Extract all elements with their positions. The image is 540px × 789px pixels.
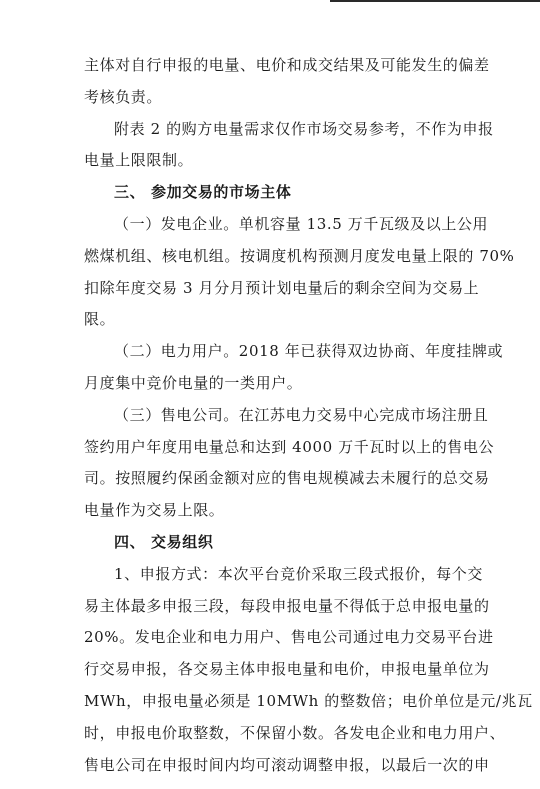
section-heading: 三、 参加交易的市场主体 bbox=[114, 183, 292, 202]
paragraph-line: 附表 2 的购方电量需求仅作市场交易参考，不作为申报 bbox=[114, 119, 494, 138]
paragraph-line: 电量上限限制。 bbox=[84, 151, 194, 170]
paragraph-line: 时，申报电价取整数，不保留小数。各发电企业和电力用户、 bbox=[84, 723, 506, 742]
paragraph-line: （一）发电企业。单机容量 13.5 万千瓦级及以上公用 bbox=[114, 214, 489, 233]
document-page bbox=[84, 56, 533, 789]
paragraph-line: 燃煤机组、核电机组。按调度机构预测月度发电量上限的 70% bbox=[84, 246, 515, 265]
paragraph-line: 限。 bbox=[84, 310, 116, 329]
section-heading: 四、 交易组织 bbox=[114, 532, 214, 551]
paragraph-line: 司。按照履约保函金额对应的售电规模减去未履行的总交易 bbox=[84, 469, 490, 488]
paragraph-line: 月度集中竞价电量的一类用户。 bbox=[84, 373, 303, 392]
paragraph-line: 电量作为交易上限。 bbox=[84, 501, 225, 520]
paragraph-line: MWh，申报电量必须是 10MWh 的整数倍；电价单位是元/兆瓦 bbox=[84, 691, 533, 710]
page-top-rule bbox=[330, 0, 540, 2]
paragraph-line: 易主体最多申报三段，每段申报电量不得低于总申报电量的 bbox=[84, 596, 490, 615]
paragraph-line: 20%。发电企业和电力用户、售电公司通过电力交易平台进 bbox=[84, 628, 494, 647]
paragraph-line: 主体对自行申报的电量、电价和成交结果及可能发生的偏差 bbox=[84, 56, 490, 74]
paragraph-line: 扣除年度交易 3 月分月预计划电量后的剩余空间为交易上 bbox=[84, 278, 480, 297]
paragraph-line: 1、申报方式：本次平台竞价采取三段式报价，每个交 bbox=[114, 564, 483, 583]
paragraph-line: 签约用户年度用电量总和达到 4000 万千瓦时以上的售电公 bbox=[84, 437, 495, 456]
paragraph-line: 行交易申报，各交易主体申报电量和电价，申报电量单位为 bbox=[84, 660, 490, 679]
paragraph-line: （三）售电公司。在江苏电力交易中心完成市场注册且 bbox=[114, 405, 489, 424]
paragraph-line: 售电公司在申报时间内均可滚动调整申报，以最后一次的申 bbox=[84, 755, 490, 774]
paragraph-line: 考核负责。 bbox=[84, 87, 163, 106]
paragraph-line: （二）电力用户。2018 年已获得双边协商、年度挂牌或 bbox=[114, 342, 504, 361]
